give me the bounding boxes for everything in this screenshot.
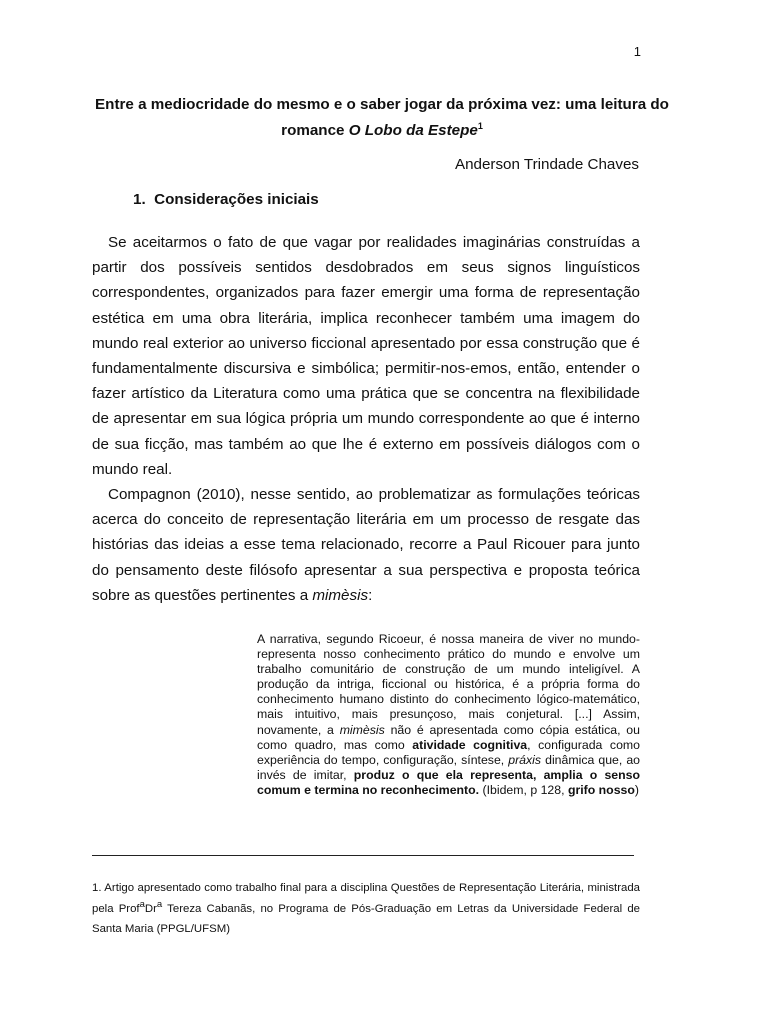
quote-part: (Ibidem, p 128, <box>479 782 568 797</box>
quote-part: , configurada como experiência do tempo, configuração, síntese, <box>257 737 640 767</box>
section-number: 1. <box>133 191 146 208</box>
quote-part: dinâmica que, ao invés de imitar, <box>257 752 640 782</box>
paragraph-2 <box>92 482 640 608</box>
footnote-text <box>92 878 640 940</box>
paragraph-2-text: Compagnon (2010), nesse sentido, ao problematizar as formulações teóricas acerca do conceito de representação literária em um processo de resgate das histórias das ideias a esse tema relacionado, recorre a Paul Ricouer para junto do pensamento deste filósofo apresentar a sua perspectiva e proposta teórica sobre as questões pertinentes a <box>92 486 640 604</box>
footnote-superscript: a <box>156 898 163 910</box>
quote-part: A narrativa, segundo Ricoeur, é nossa maneira de viver no mundo-representa nosso conhecimento prático do mundo e envolve um trabalho comunitário de construção de um mundo inteligível. A produção da intriga, ficcional ou histórica, é a própria forma do conhecimento humano distinto do conhecimento lógico-matemático, mais intuitivo, mais presunçoso, mais conjetural. [...] Assim, novamente, a <box>257 632 640 737</box>
title-footnote-mark: 1 <box>477 120 483 131</box>
body-text <box>92 230 640 608</box>
author-name: Anderson Trindade Chaves <box>454 156 639 173</box>
footnote <box>92 878 640 940</box>
quote-emphasis: produz o que ela representa, amplia o senso comum e termina no reconhecimento. <box>257 767 640 797</box>
document-title <box>92 92 672 144</box>
quote-part: ) <box>634 782 639 797</box>
quote-term: mimèsis <box>339 722 385 737</box>
paragraph-2-end: : <box>368 586 373 604</box>
quote-emphasis: atividade cognitiva <box>412 737 528 752</box>
footnote-part: Dr <box>144 902 157 915</box>
footnote-part: Tereza Cabanãs, no Programa de Pós-Graduação em Letras da Universidade Federal de Santa Maria (PPGL/UFSM) <box>92 902 640 935</box>
quote-part: não é apresentada como cópia estática, ou como quadro, mas como <box>257 722 640 752</box>
footnote-divider <box>92 855 634 856</box>
footnote-superscript: a <box>139 898 145 910</box>
paragraph-1: Se aceitarmos o fato de que vagar por realidades imaginárias construídas a partir dos possíveis sentidos desdobrados em seus signos linguísticos correspondentes, organizados para fazer emergir uma forma de representação estética em uma obra literária, implica reconhecer também uma imagem do mundo real exterior ao universo ficcional apresentado por essa construção que é fundamentalmente discursiva e simbólica; permitir-nos-emos, então, entender o fazer artístico da Literatura como uma prática que se concentra na flexibilidade de apresentar em sua lógica própria um mundo correspondente ao que é interno de sua ficção, mas também ao que lhe é externo em possíveis diálogos com o mundo real. <box>92 234 640 478</box>
block-quote <box>257 632 640 798</box>
footnote-part: 1. Artigo apresentado como trabalho final para a disciplina Questões de Representação Literária, ministrada pela Prof <box>92 882 640 915</box>
title-book-name: O Lobo da Estepe <box>348 122 478 139</box>
paragraph-2-term: mimèsis <box>312 586 369 604</box>
page-number: 1 <box>633 44 641 59</box>
section-heading <box>133 191 319 208</box>
section-title: Considerações iniciais <box>154 191 319 208</box>
title-text: Entre a mediocridade do mesmo e o saber jogar da próxima vez: uma leitura do romance <box>95 96 669 139</box>
quote-term: práxis <box>508 752 542 767</box>
quote-emphasis: grifo nosso <box>567 782 635 797</box>
quote-paragraph <box>257 632 640 798</box>
